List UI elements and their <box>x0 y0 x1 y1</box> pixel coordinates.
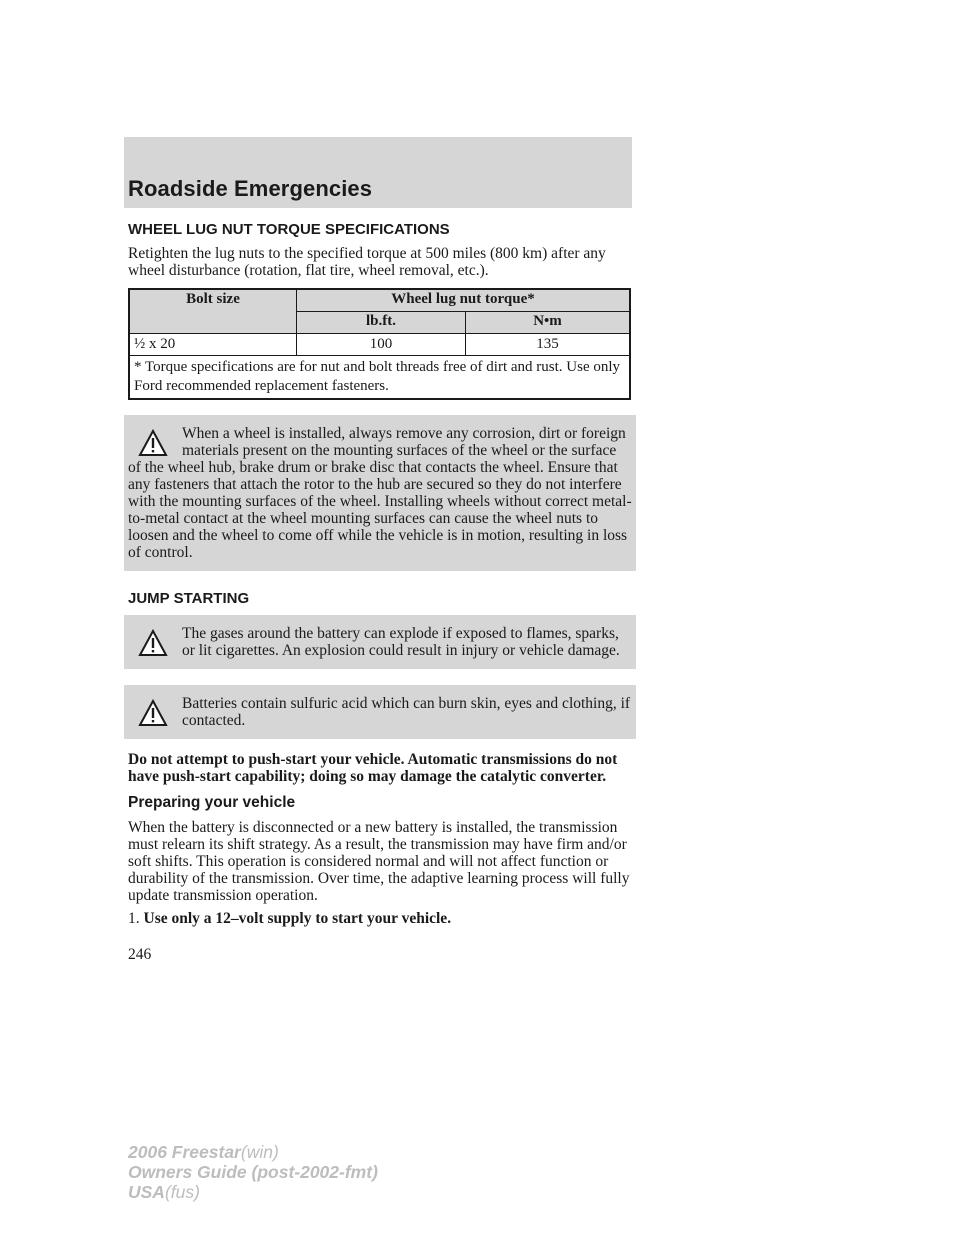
page-content <box>128 220 632 927</box>
step-text: Use only a 12–volt supply to start your vehicle. <box>143 910 452 927</box>
torque-table <box>128 288 631 400</box>
table-row <box>129 334 630 356</box>
preparing-body: When the battery is disconnected or a new battery is installed, the transmission must relearn its shift strategy. As a result, the transmission may have firm and/or soft shifts. This operation is considered normal and will not affect function or durability of the transmission. Over time, the adaptive learning process will fully update transmission operation. <box>128 819 630 904</box>
col-bolt-size: Bolt size <box>129 289 297 334</box>
table-note-row <box>129 356 630 400</box>
col-unit-nm: N•m <box>466 312 631 334</box>
warning-triangle-icon <box>138 629 168 657</box>
page-number: 246 <box>128 946 152 963</box>
warning-text: The gases around the battery can explode if exposed to flames, sparks, or lit cigarettes. An explosion could result in injury or vehicle damage. <box>182 625 620 659</box>
cell-lbft: 100 <box>297 334 466 356</box>
step-number: 1. <box>128 910 140 927</box>
preparing-subheading: Preparing your vehicle <box>128 794 296 811</box>
footer-market: USA <box>128 1182 165 1202</box>
step-1 <box>128 910 632 927</box>
push-start-notice: Do not attempt to push-start your vehicle. Automatic transmissions do not have push-start capability; doing so may damage the catalytic converter. <box>128 751 618 785</box>
battery-gas-warning <box>124 615 636 669</box>
footer-guide: Owners Guide (post-2002-fmt) <box>128 1162 378 1182</box>
cell-nm: 135 <box>466 334 631 356</box>
page-title: Roadside Emergencies <box>128 176 373 201</box>
footer-model: 2006 Freestar <box>128 1142 241 1162</box>
warning-triangle-icon <box>138 699 168 727</box>
cell-bolt: ½ x 20 <box>129 334 297 356</box>
warning-text: When a wheel is installed, always remove any corrosion, dirt or foreign materials present on the mounting surfaces of the wheel or the surface of the wheel hub, brake drum or brake disc that contacts the wheel. Ensure that any fasteners that attach the rotor to the hub are secured so they do not interfere with the mounting surfaces of the wheel. Installing wheels without correct metal-to-metal contact at the wheel mounting surfaces can cause the wheel nuts to loosen and the wheel to come off while the vehicle is in motion, resulting in loss of control. <box>128 425 632 561</box>
jump-heading: JUMP STARTING <box>128 590 250 607</box>
wheel-install-warning <box>124 415 636 571</box>
torque-intro: Retighten the lug nuts to the specified torque at 500 miles (800 km) after any wheel disturbance (rotation, flat tire, wheel removal, etc.). <box>128 245 606 279</box>
col-unit-lbft: lb.ft. <box>297 312 466 334</box>
col-wheel-torque: Wheel lug nut torque* <box>297 289 631 312</box>
torque-heading: WHEEL LUG NUT TORQUE SPECIFICATIONS <box>128 221 450 238</box>
footer-market-code: (fus) <box>164 1182 200 1202</box>
warning-triangle-icon <box>138 429 168 457</box>
footer-meta <box>128 1142 378 1202</box>
warning-text: Batteries contain sulfuric acid which can burn skin, eyes and clothing, if contacted. <box>182 695 631 729</box>
footer-model-code: (win) <box>240 1142 279 1162</box>
battery-acid-warning <box>124 685 636 739</box>
table-note: * Torque specifications are for nut and bolt threads free of dirt and rust. Use only Ford recommended replacement fasteners. <box>129 356 630 400</box>
